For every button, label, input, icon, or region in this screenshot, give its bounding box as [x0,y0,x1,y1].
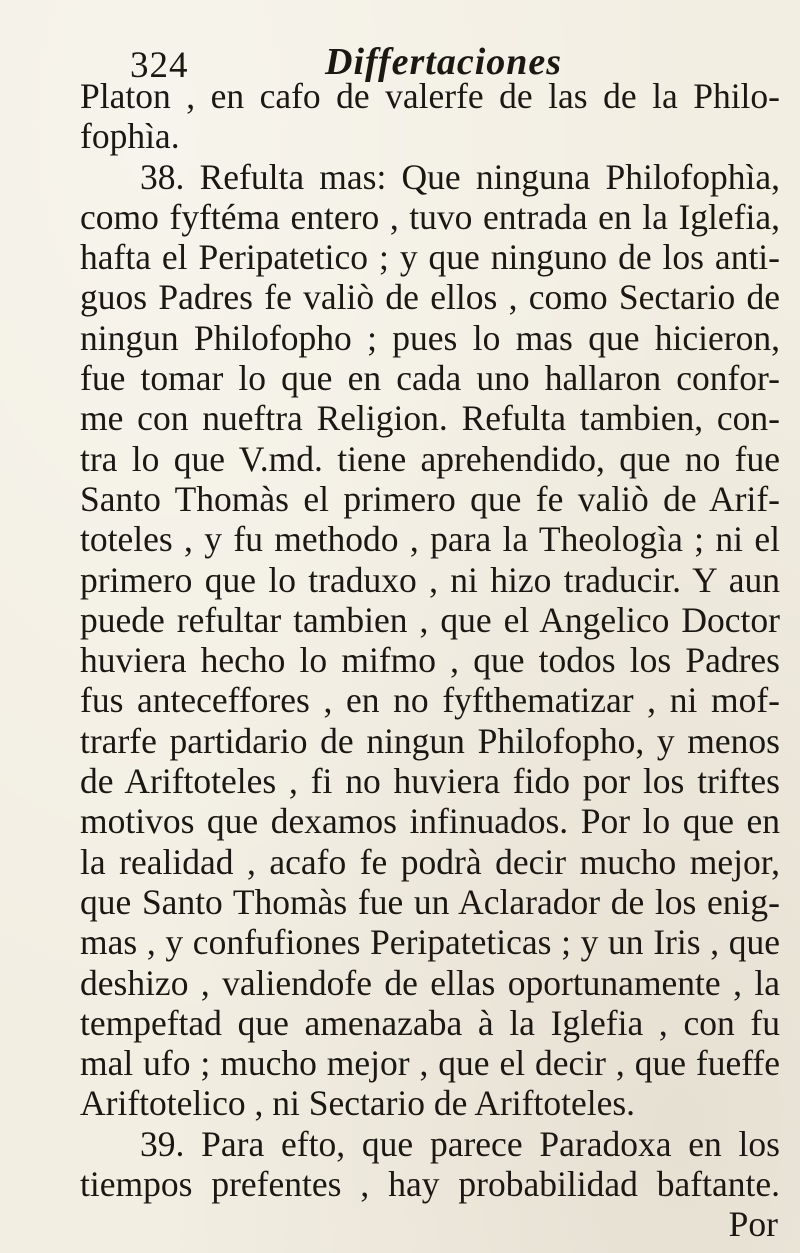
text-line: como fyftéma entero , tuvo entrada en la Iglefia, [80,196,780,237]
text-line: guos Padres fe valiò de ellos , como Sectario de [80,277,780,318]
paragraph-38-start: 38. Refulta mas: Que ninguna Philofophìa, [140,156,780,197]
text-line: Platon , en cafo de valerfe de las de la Philo- [80,76,780,116]
text-line: la realidad , acafo fe podrà decir mucho mejor, [80,841,780,882]
paragraph-39-start: 39. Para efto, que parece Paradoxa en los [140,1123,780,1164]
text-line: tra lo que V.md. tiene aprehendido, que no fue [80,438,780,479]
body-text [80,76,780,1245]
catchword: Por [728,1204,778,1245]
text-line: tiempos prefentes , hay probabilidad baftante. [80,1164,780,1205]
text-line: de Ariftoteles , fi no huviera fido por los triftes [80,761,780,802]
text-line: mal ufo ; mucho mejor , que el decir , que fueffe [80,1043,780,1084]
text-line: motivos que dexamos infinuados. Por lo que en [80,801,780,842]
text-line: huviera hecho lo mifmo , que todos los Padres [80,640,780,681]
text-line: fus anteceffores , en no fyfthematizar , ni mof- [80,680,780,721]
text-line: que Santo Thomàs fue un Aclarador de los enig- [80,881,780,922]
text-line: ningun Philofopho ; pues lo mas que hicieron, [80,317,780,358]
page-number: 324 [130,45,189,86]
text-line: trarfe partidario de ningun Philofopho, y menos [80,720,780,761]
text-line: me con nueftra Religion. Refulta tambien, con- [80,398,780,439]
text-line: primero que lo traduxo , ni hizo traducir. Y aun [80,559,780,600]
running-title: Differtaciones [325,41,563,83]
text-line: puede refultar tambien , que el Angelico Doctor [80,599,780,640]
text-line: tempeftad que amenazaba à la Iglefia , con fu [80,1002,780,1043]
text-line: mas , y confufiones Peripateticas ; y un Iris , que [80,922,780,963]
text-line: hafta el Peripatetico ; y que ninguno de los anti- [80,237,780,278]
text-line: deshizo , valiendofe de ellas oportunamente , la [80,962,780,1003]
text-line: fue tomar lo que en cada uno hallaron confor- [80,358,780,399]
text-line: toteles , y fu methodo , para la Theologìa ; ni el [80,519,780,560]
text-line: Ariftotelico , ni Sectario de Ariftoteles. [80,1083,636,1124]
text-line: Santo Thomàs el primero que fe valiò de Arif- [80,478,780,519]
text-line: fophìa. [80,116,180,157]
